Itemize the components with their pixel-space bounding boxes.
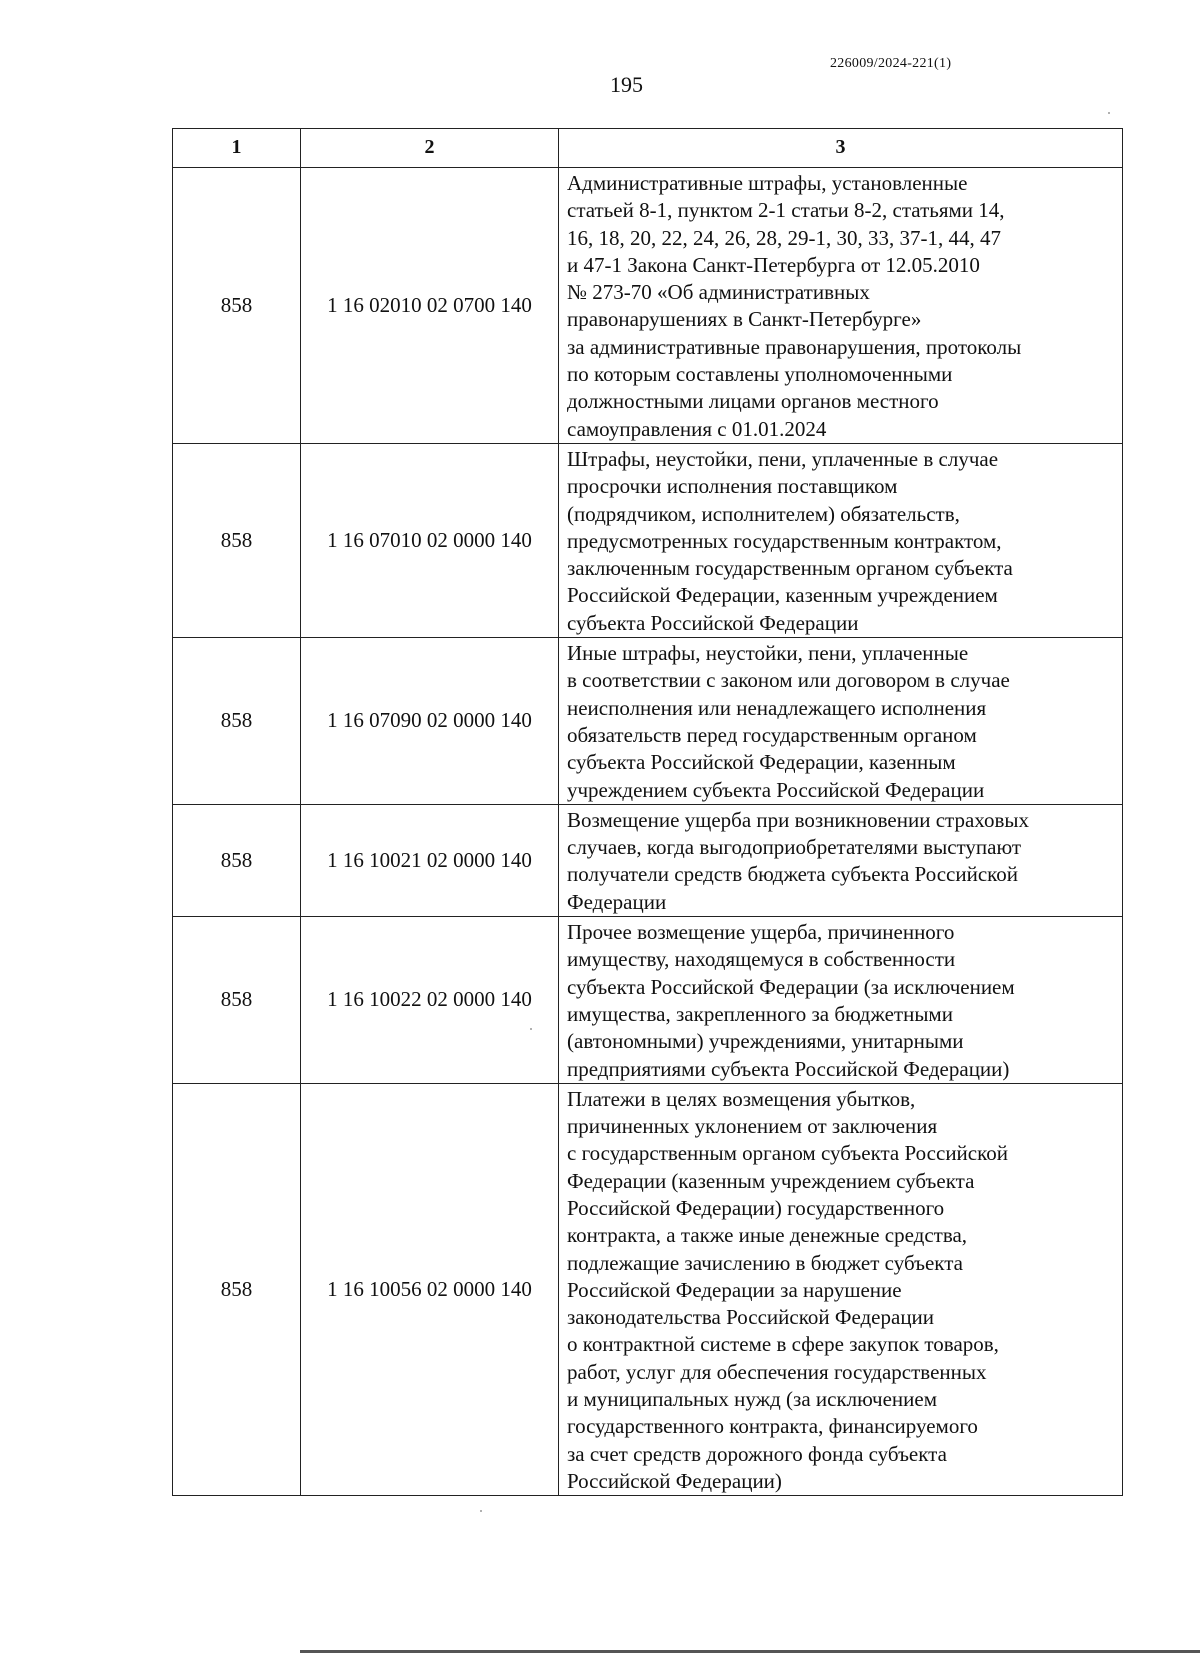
budget-code-cell: 1 16 02010 02 0700 140 bbox=[301, 168, 559, 444]
description-line: Российской Федерации, казенным учреждением bbox=[567, 583, 998, 608]
description-line: самоуправления с 01.01.2024 bbox=[567, 416, 827, 441]
description-line: № 273-70 «Об административных bbox=[567, 280, 870, 305]
description-line: (автономными) учреждениями, унитарными bbox=[567, 1029, 964, 1054]
table-row bbox=[173, 443, 1123, 637]
description-line: заключенным государственным органом субъекта bbox=[567, 556, 1013, 581]
scan-edge-line bbox=[300, 1650, 1200, 1653]
description-line: имущества, закрепленного за бюджетными bbox=[567, 1001, 953, 1026]
description-line: получатели средств бюджета субъекта Российской bbox=[567, 862, 1019, 887]
description-line: подлежащие зачислению в бюджет субъекта bbox=[567, 1250, 963, 1275]
admin-code-cell: 858 bbox=[173, 804, 301, 916]
description-line: субъекта Российской Федерации (за исключением bbox=[567, 974, 1015, 999]
description-line: обязательств перед государственным органом bbox=[567, 722, 977, 747]
description-line: субъекта Российской Федерации, казенным bbox=[567, 750, 956, 775]
description-line: в соответствии с законом или договором в случае bbox=[567, 668, 1010, 693]
description-line: Платежи в целях возмещения убытков, bbox=[567, 1086, 916, 1111]
description-line: должностными лицами органов местного bbox=[567, 389, 939, 414]
description-line: статьей 8-1, пунктом 2-1 статьи 8-2, статьями 14, bbox=[567, 198, 1005, 223]
column-header-2: 2 bbox=[301, 129, 559, 168]
column-header-3: 3 bbox=[559, 129, 1123, 168]
description-line: работ, услуг для обеспечения государственных bbox=[567, 1359, 987, 1384]
description-line: Федерации (казенным учреждением субъекта bbox=[567, 1168, 975, 1193]
description-cell bbox=[559, 638, 1123, 805]
description-line: Российской Федерации за нарушение bbox=[567, 1277, 902, 1302]
description-line: имуществу, находящемуся в собственности bbox=[567, 947, 956, 972]
description-line: и муниципальных нужд (за исключением bbox=[567, 1387, 937, 1412]
description-line: просрочки исполнения поставщиком bbox=[567, 474, 898, 499]
description-cell bbox=[559, 443, 1123, 637]
description-line: правонарушениях в Санкт-Петербурге» bbox=[567, 307, 922, 332]
table-row bbox=[173, 638, 1123, 805]
description-line: с государственным органом субъекта Российской bbox=[567, 1141, 1008, 1166]
description-line: за счет средств дорожного фонда субъекта bbox=[567, 1441, 947, 1466]
budget-code-cell: 1 16 10056 02 0000 140 bbox=[301, 1083, 559, 1495]
description-line: Федерации bbox=[567, 889, 667, 914]
admin-code-cell: 858 bbox=[173, 1083, 301, 1495]
admin-code-cell: 858 bbox=[173, 168, 301, 444]
budget-code-cell: 1 16 10022 02 0000 140 bbox=[301, 917, 559, 1084]
admin-code-cell: 858 bbox=[173, 917, 301, 1084]
table-row bbox=[173, 804, 1123, 916]
budget-codes-table bbox=[172, 128, 1123, 1496]
description-line: Административные штрафы, установленные bbox=[567, 171, 968, 195]
budget-code-cell: 1 16 07010 02 0000 140 bbox=[301, 443, 559, 637]
description-line: случаев, когда выгодоприобретателями выступают bbox=[567, 835, 1022, 860]
scan-speck bbox=[530, 1028, 532, 1030]
scan-speck bbox=[1108, 112, 1110, 114]
description-cell bbox=[559, 804, 1123, 916]
budget-code-cell: 1 16 07090 02 0000 140 bbox=[301, 638, 559, 805]
description-line: контракта, а также иные денежные средства, bbox=[567, 1223, 968, 1248]
description-line: предприятиями субъекта Российской Федерации) bbox=[567, 1056, 1010, 1081]
description-line: по которым составлены уполномоченными bbox=[567, 362, 953, 387]
budget-codes-table-container bbox=[172, 128, 1122, 1496]
table-body bbox=[173, 168, 1123, 1496]
description-line: и 47-1 Закона Санкт-Петербурга от 12.05.2010 bbox=[567, 252, 980, 277]
admin-code-cell: 858 bbox=[173, 443, 301, 637]
description-line: 16, 18, 20, 22, 24, 26, 28, 29-1, 30, 33, 37-1, 44, 47 bbox=[567, 225, 1001, 250]
table-row bbox=[173, 917, 1123, 1084]
description-cell bbox=[559, 917, 1123, 1084]
page-number: 195 bbox=[610, 72, 643, 97]
description-line: учреждением субъекта Российской Федерации bbox=[567, 777, 985, 802]
description-line: о контрактной системе в сфере закупок товаров, bbox=[567, 1332, 999, 1357]
description-cell bbox=[559, 1083, 1123, 1495]
description-line: государственного контракта, финансируемого bbox=[567, 1414, 978, 1439]
description-line: Возмещение ущерба при возникновении страховых bbox=[567, 807, 1029, 832]
admin-code-cell: 858 bbox=[173, 638, 301, 805]
description-line: причиненных уклонением от заключения bbox=[567, 1114, 938, 1139]
table-row bbox=[173, 1083, 1123, 1495]
description-line: законодательства Российской Федерации bbox=[567, 1305, 935, 1330]
description-line: Штрафы, неустойки, пени, уплаченные в случае bbox=[567, 446, 999, 471]
description-line: неисполнения или ненадлежащего исполнения bbox=[567, 695, 987, 720]
description-line: Прочее возмещение ущерба, причиненного bbox=[567, 920, 955, 945]
scan-speck bbox=[480, 1510, 482, 1512]
description-line: Иные штрафы, неустойки, пени, уплаченные bbox=[567, 641, 969, 666]
description-line: (подрядчиком, исполнителем) обязательств, bbox=[567, 501, 960, 526]
description-line: предусмотренных государственным контрактом, bbox=[567, 528, 1002, 553]
description-line: Российской Федерации) bbox=[567, 1468, 782, 1493]
description-cell bbox=[559, 168, 1123, 444]
description-line: Российской Федерации) государственного bbox=[567, 1195, 945, 1220]
header-row bbox=[173, 129, 1123, 168]
document-id: 226009/2024-221(1) bbox=[830, 56, 952, 71]
table-header bbox=[173, 129, 1123, 168]
table-row bbox=[173, 168, 1123, 444]
description-line: за административные правонарушения, протоколы bbox=[567, 334, 1022, 359]
column-header-1: 1 bbox=[173, 129, 301, 168]
budget-code-cell: 1 16 10021 02 0000 140 bbox=[301, 804, 559, 916]
description-line: субъекта Российской Федерации bbox=[567, 610, 859, 635]
